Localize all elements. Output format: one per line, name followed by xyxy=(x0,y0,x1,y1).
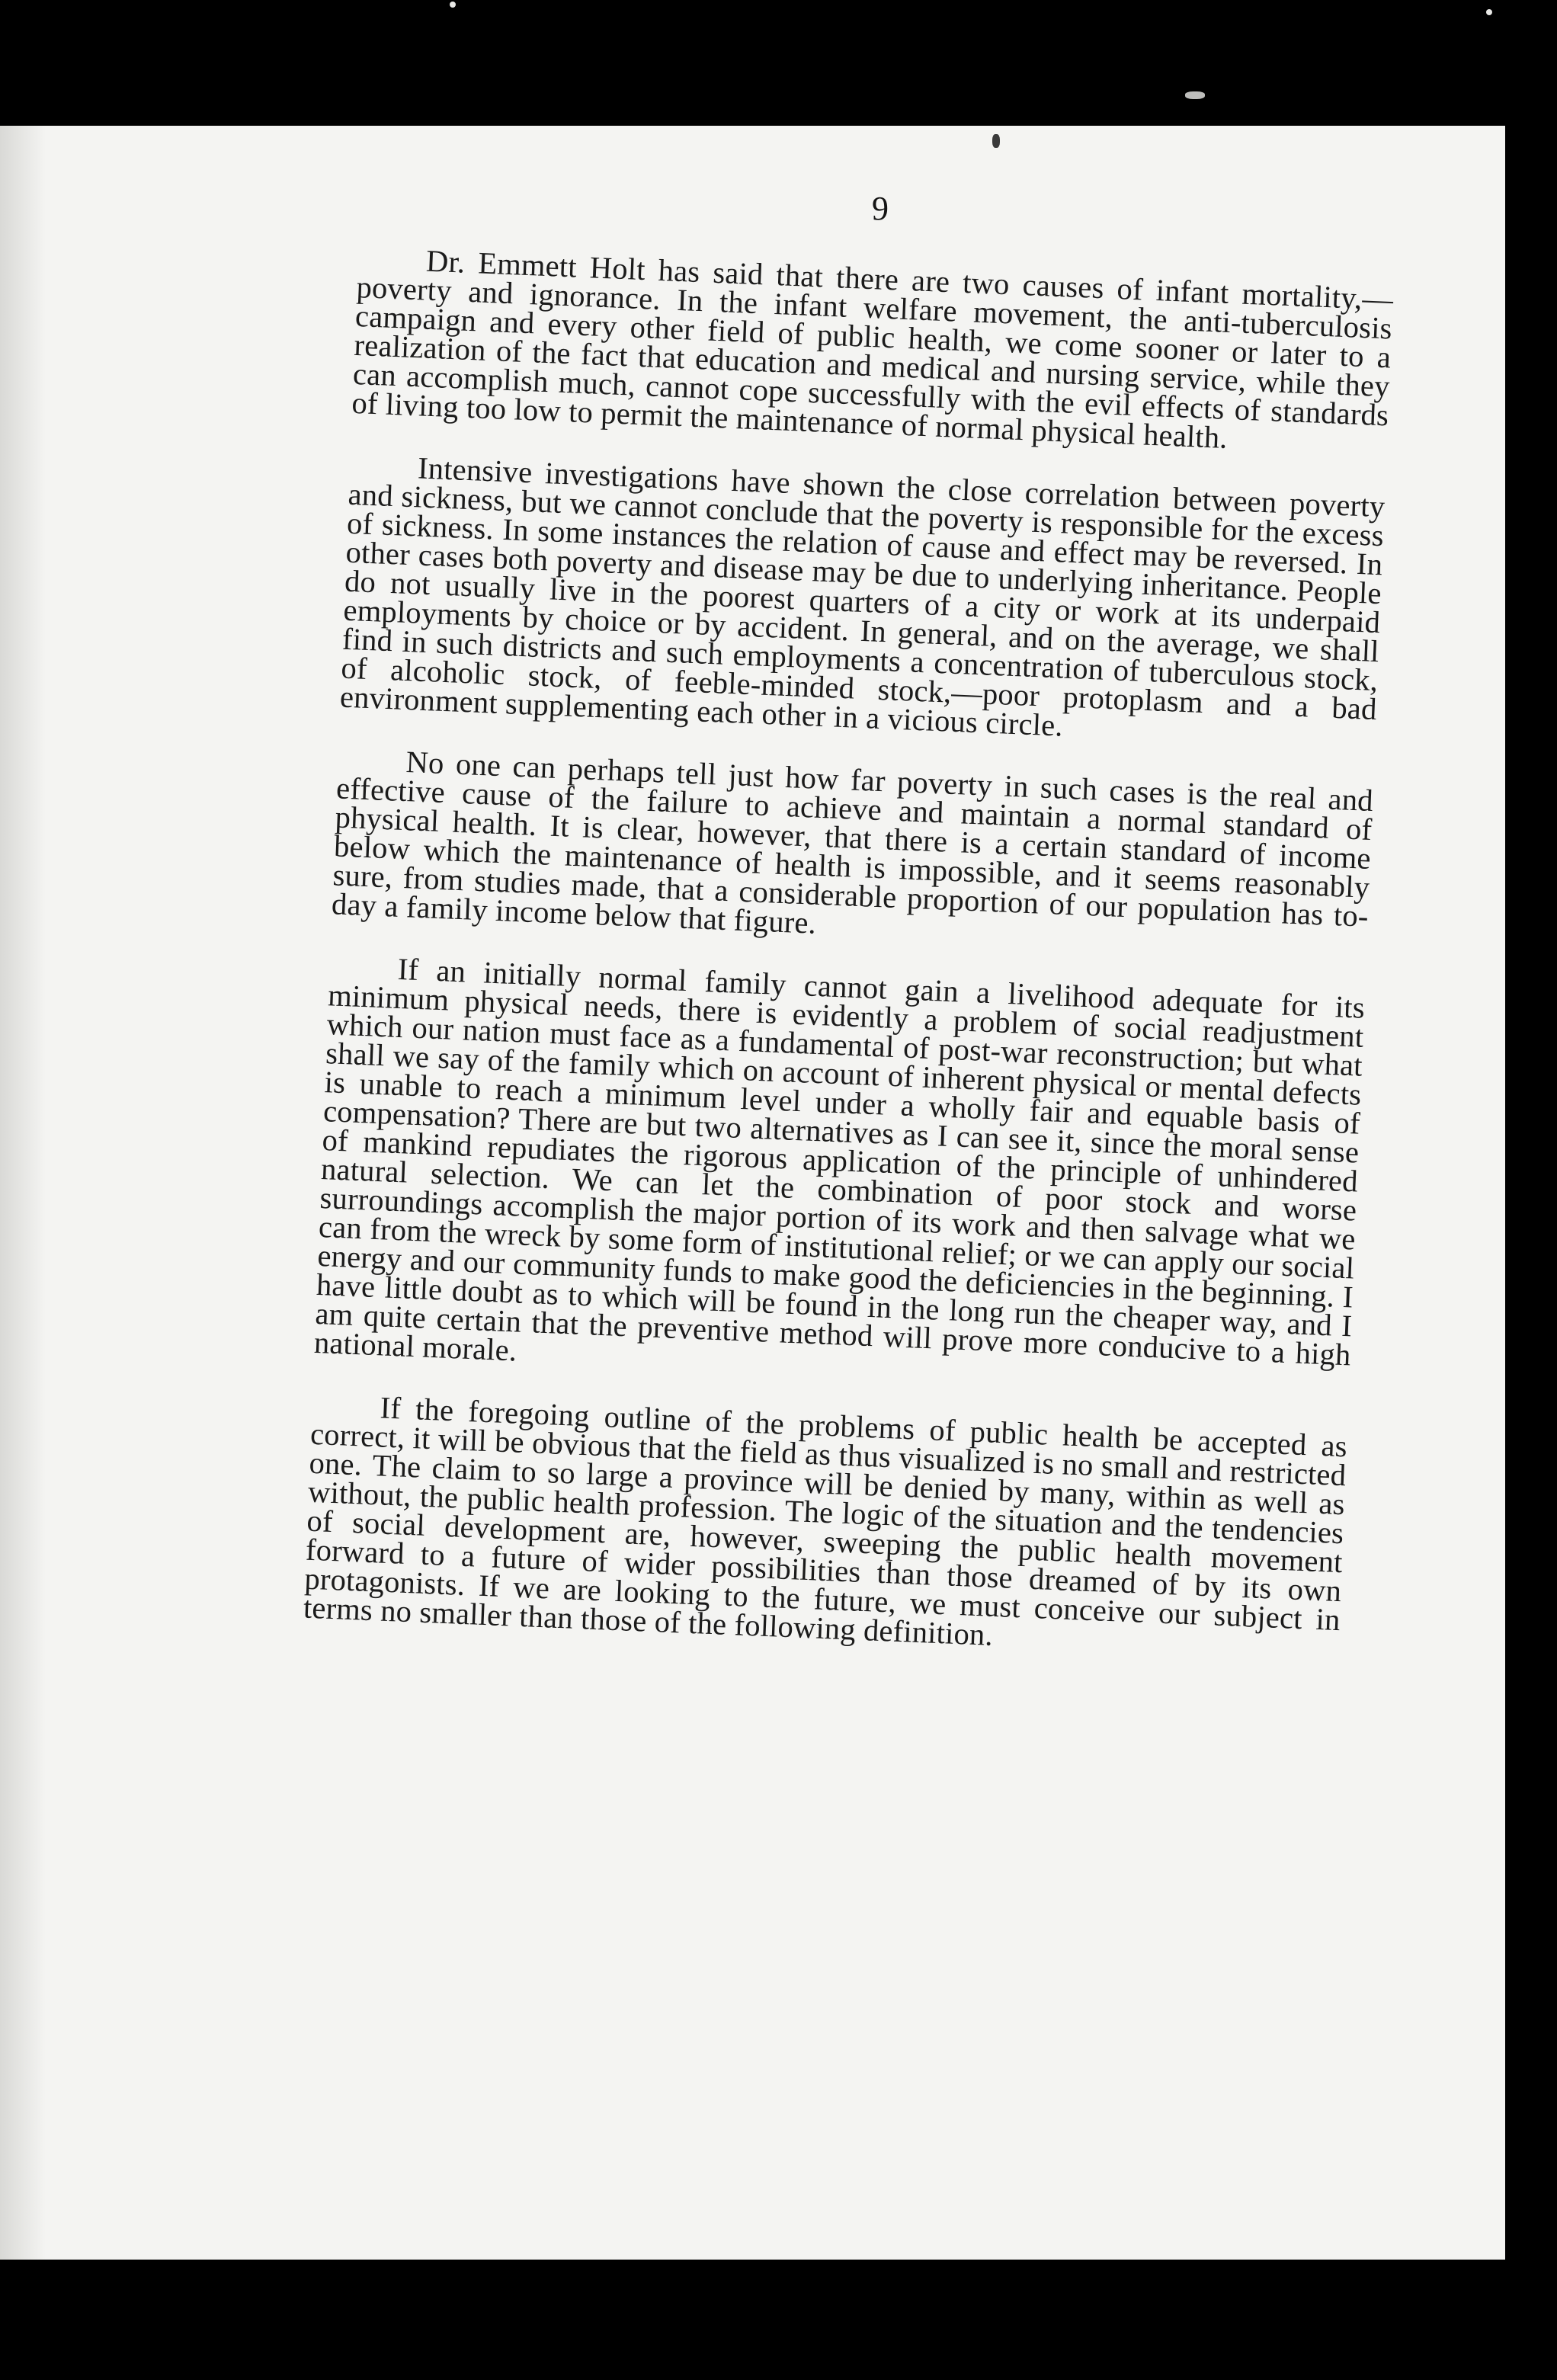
paragraph: If the foregoing outline of the problems of public health be accepted as correct, it will be obvious that the field as thus visualized is no small and restricted one. The claim to so large a province will be denied by many, within as well as without, the public health profession. The logic of the situation and the tendencies of social development are, however, sweeping the public health movement forward to a future of wider possibilities than those dreamed of by its own protagonists. If we are looking to the future, we must conceive our subject in terms no smaller than those of the following definition. xyxy=(303,1390,1348,1652)
film-speck xyxy=(1486,9,1492,15)
body-text xyxy=(302,244,1394,1697)
paragraph: Dr. Emmett Holt has said that there are two causes of infant mortality,—poverty and ignorance. In the infant welfare movement, the anti-tuberculosis campaign and every other field of public health, we come sooner or later to a realization of the fact that education and medical and nursing service, while they can accomplish much, cannot cope successfully with the evil effects of standards of living too low to permit the maintenance of normal physical health. xyxy=(351,243,1395,455)
page-number: 9 xyxy=(872,190,889,227)
page-gutter-shadow xyxy=(0,126,46,2260)
paragraph: No one can perhaps tell just how far poverty in such cases is the real and effective cause of the failure to achieve and maintain a normal standard of physical health. It is clear, however, that there is a certain standard of income below which the maintenance of health is impossible, and it seems reasonably sure, from studies made, that a considerable proportion of our population has to-day a family income below that figure. xyxy=(331,745,1374,940)
film-speck xyxy=(992,134,1000,148)
paragraph: Intensive investigations have shown the close correlation between poverty and sickness, but we cannot conclude that the poverty is responsible for the excess of sickness. In some instances the relation of cause and effect may be reversed. In other cases both poverty and disease may be due to underlying inheritance. People do not usually live in the poorest quarters of a city or work at its underpaid employments by choice or by accident. In general, and on the average, we shall find in such districts and such employments a concentration of tuberculous stock, of alcoholic stock, of feeble-minded stock,—poor protoplasm and a bad environment supplementing each other in a vicious circle. xyxy=(339,450,1386,743)
film-speck xyxy=(450,2,456,8)
paragraph: If an initially normal family cannot gain a livelihood adequate for its minimum physical needs, there is evidently a problem of social readjustment which our nation must face as a fundamental of post-war reconstruction; but what shall we say of the family which on account of inherent physical or mental defects is unable to reach a minimum level under a wholly fair and equable basis of compensation? There are but two alternatives as I can see it, since the moral sense of mankind repudiates the rigorous application of the principle of unhindered natural selection. We can let the combination of poor stock and worse surroundings accomplish the major portion of its work and then salvage what we can from the wreck by some form of institutional relief; or we can apply our social energy and our community funds to make good the deficiencies in the beginning. I have little doubt as to which will be found in the long run the cheaper way, and I am quite certain that the preventive method will prove more conducive to a high national morale. xyxy=(313,951,1366,1373)
film-speck xyxy=(1185,91,1205,99)
